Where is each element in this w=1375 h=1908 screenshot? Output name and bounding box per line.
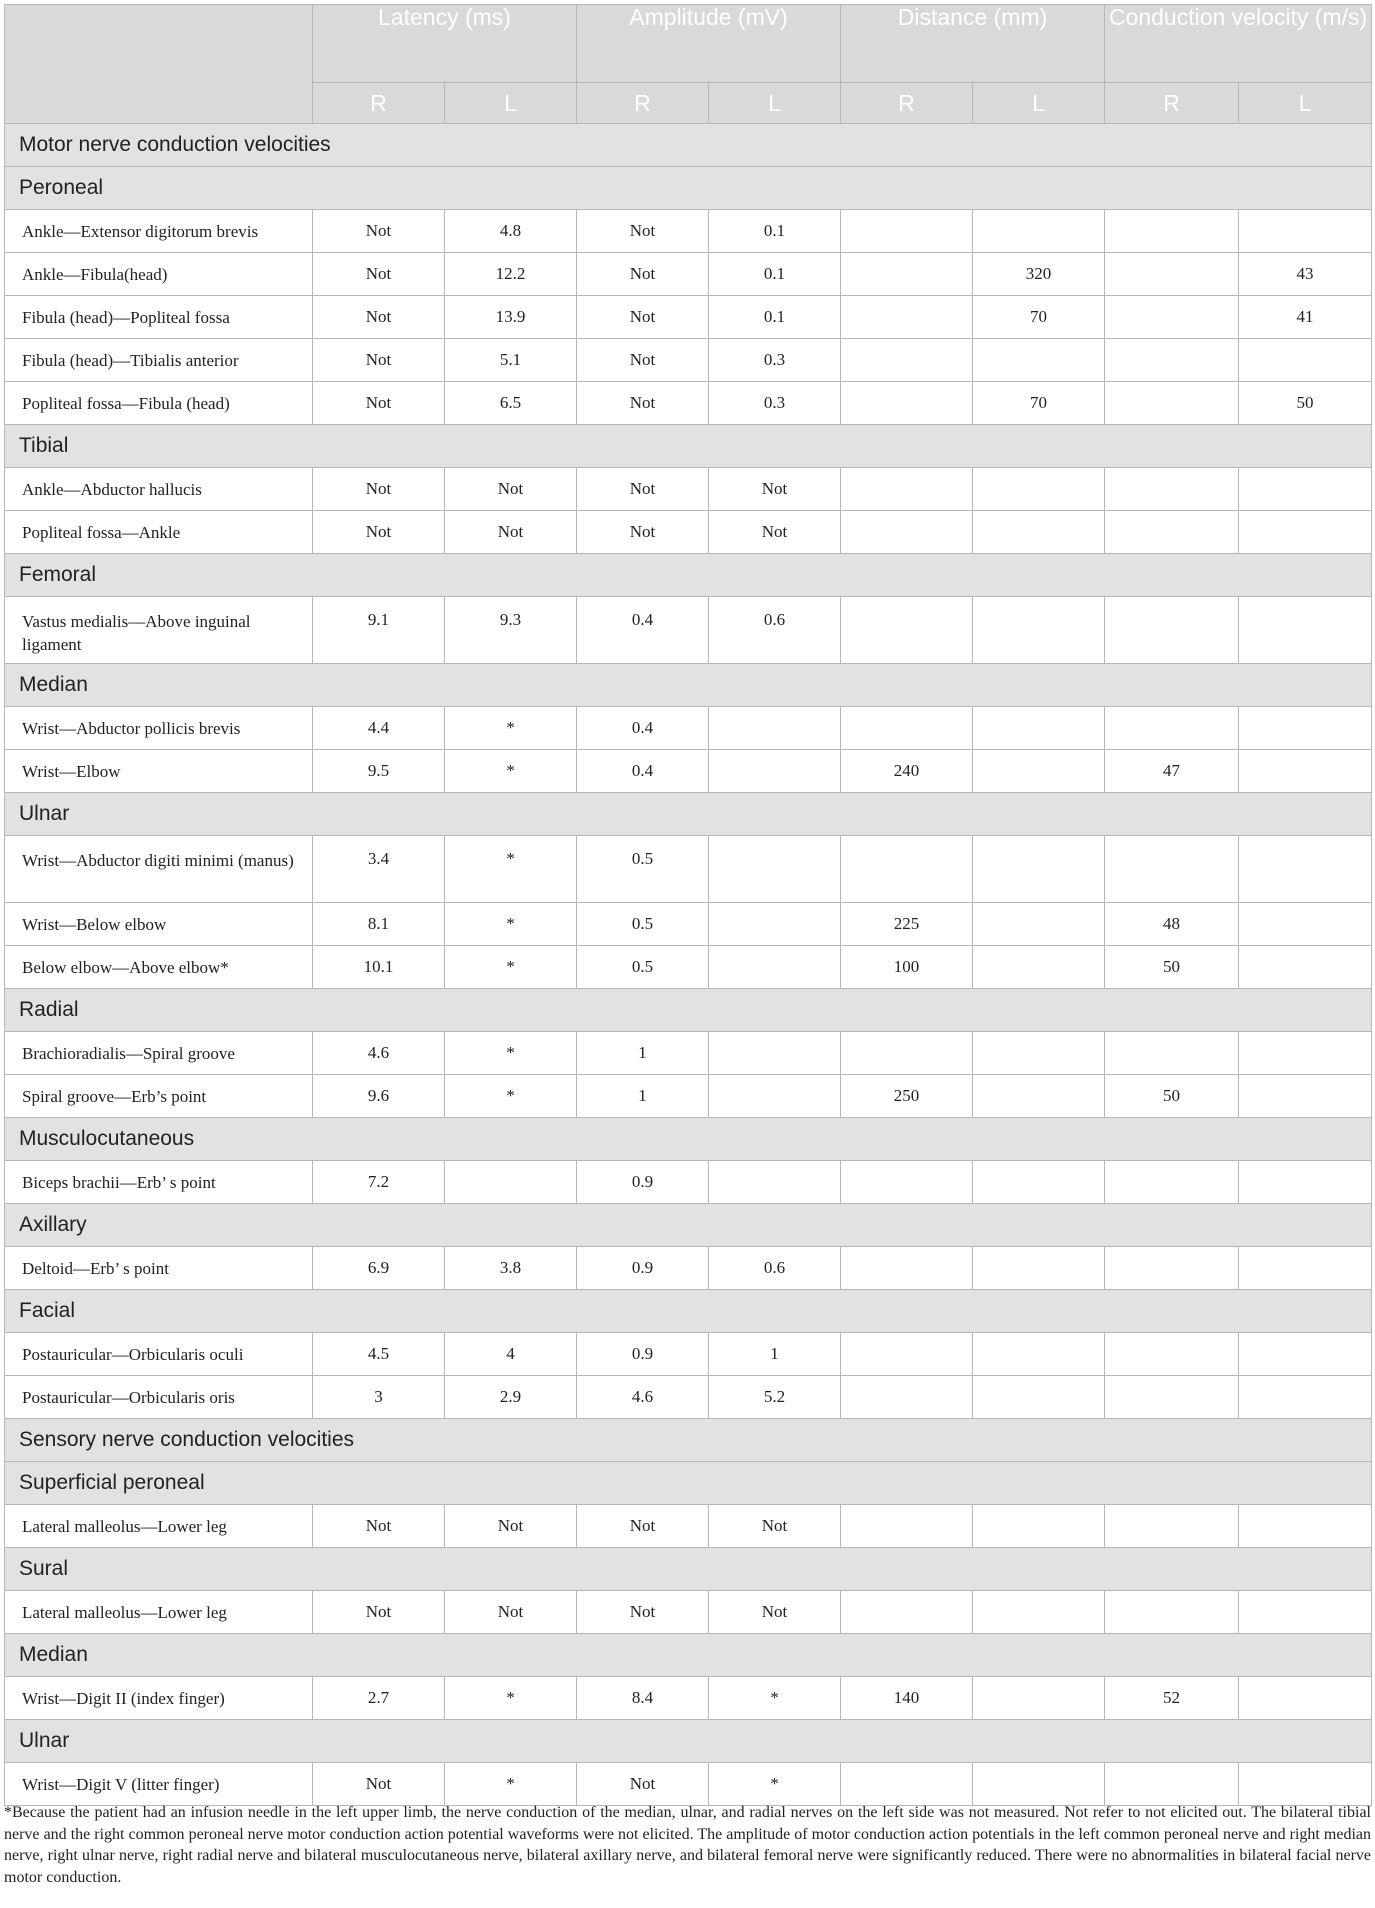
value-cell	[841, 707, 973, 750]
value-cell: 3.8	[445, 1247, 577, 1290]
value-cell	[1239, 1333, 1372, 1376]
value-cell	[973, 210, 1105, 253]
table-container	[4, 4, 1371, 1806]
value-cell: 0.4	[577, 750, 709, 793]
value-cell	[973, 1591, 1105, 1634]
value-cell	[841, 253, 973, 296]
value-cell: 6.5	[445, 382, 577, 425]
value-cell: 50	[1105, 946, 1239, 989]
value-cell	[841, 511, 973, 554]
value-cell	[1239, 903, 1372, 946]
value-cell: 1	[577, 1075, 709, 1118]
value-cell: 48	[1105, 903, 1239, 946]
value-cell: 0.3	[709, 339, 841, 382]
value-cell	[1239, 1677, 1372, 1720]
header-side-cell: R	[577, 83, 709, 124]
value-cell: 4.4	[313, 707, 445, 750]
section-row	[5, 1118, 1372, 1161]
table-body	[5, 124, 1372, 1806]
value-cell	[1239, 1591, 1372, 1634]
row-label: Biceps brachii—Erb’ s point	[5, 1161, 313, 1204]
value-cell: *	[445, 750, 577, 793]
row-label: Wrist—Abductor digiti minimi (manus)	[5, 836, 313, 903]
value-cell	[1239, 1161, 1372, 1204]
table-row	[5, 1247, 1372, 1290]
value-cell: Not	[577, 1763, 709, 1806]
section-row	[5, 1634, 1372, 1677]
row-label: Postauricular—Orbicularis oris	[5, 1376, 313, 1419]
row-label: Ankle—Abductor hallucis	[5, 468, 313, 511]
table-row	[5, 253, 1372, 296]
value-cell: Not	[313, 296, 445, 339]
row-label: Wrist—Elbow	[5, 750, 313, 793]
row-label: Ankle—Extensor digitorum brevis	[5, 210, 313, 253]
nerve-conduction-table	[4, 4, 1372, 1806]
value-cell	[1105, 597, 1239, 664]
value-cell	[1105, 468, 1239, 511]
value-cell	[973, 468, 1105, 511]
table-row	[5, 1161, 1372, 1204]
value-cell	[973, 1333, 1105, 1376]
value-cell	[1239, 1376, 1372, 1419]
value-cell: Not	[577, 339, 709, 382]
value-cell: Not	[577, 1505, 709, 1548]
section-row	[5, 1548, 1372, 1591]
value-cell	[1105, 253, 1239, 296]
value-cell	[1239, 1075, 1372, 1118]
value-cell	[1105, 1333, 1239, 1376]
value-cell	[1105, 1505, 1239, 1548]
value-cell: Not	[313, 253, 445, 296]
value-cell	[841, 382, 973, 425]
table-row	[5, 1677, 1372, 1720]
value-cell: 0.6	[709, 597, 841, 664]
value-cell	[1239, 946, 1372, 989]
table-row	[5, 903, 1372, 946]
value-cell	[973, 1505, 1105, 1548]
row-label: Brachioradialis—Spiral groove	[5, 1032, 313, 1075]
row-label: Lateral malleolus—Lower leg	[5, 1591, 313, 1634]
section-label: Peroneal	[5, 167, 1372, 210]
table-row	[5, 1075, 1372, 1118]
value-cell: Not	[709, 511, 841, 554]
value-cell: 8.1	[313, 903, 445, 946]
value-cell	[841, 1591, 973, 1634]
value-cell: 41	[1239, 296, 1372, 339]
value-cell	[1105, 836, 1239, 903]
value-cell: 3	[313, 1376, 445, 1419]
value-cell	[709, 1032, 841, 1075]
section-label: Femoral	[5, 554, 1372, 597]
value-cell: 7.2	[313, 1161, 445, 1204]
value-cell: Not	[313, 468, 445, 511]
value-cell	[1105, 707, 1239, 750]
value-cell: 43	[1239, 253, 1372, 296]
section-row	[5, 793, 1372, 836]
value-cell: 0.3	[709, 382, 841, 425]
row-label: Wrist—Digit II (index finger)	[5, 1677, 313, 1720]
value-cell	[1239, 707, 1372, 750]
row-label: Postauricular—Orbicularis oculi	[5, 1333, 313, 1376]
row-label: Spiral groove—Erb’s point	[5, 1075, 313, 1118]
value-cell: Not	[709, 1505, 841, 1548]
value-cell: Not	[313, 382, 445, 425]
value-cell: 8.4	[577, 1677, 709, 1720]
value-cell: Not	[313, 511, 445, 554]
table-row	[5, 836, 1372, 903]
value-cell	[1105, 511, 1239, 554]
value-cell	[973, 1247, 1105, 1290]
value-cell: 9.6	[313, 1075, 445, 1118]
section-row	[5, 664, 1372, 707]
value-cell	[973, 1677, 1105, 1720]
header-side-cell: L	[1239, 83, 1372, 124]
value-cell	[709, 903, 841, 946]
value-cell	[1239, 1247, 1372, 1290]
table-row	[5, 1591, 1372, 1634]
value-cell: 225	[841, 903, 973, 946]
value-cell	[841, 210, 973, 253]
value-cell: Not	[445, 468, 577, 511]
section-label: Motor nerve conduction velocities	[5, 124, 1372, 167]
value-cell: Not	[577, 253, 709, 296]
value-cell: 0.1	[709, 296, 841, 339]
value-cell: 47	[1105, 750, 1239, 793]
value-cell: 4.6	[313, 1032, 445, 1075]
value-cell: 0.6	[709, 1247, 841, 1290]
value-cell	[841, 597, 973, 664]
table-row	[5, 1032, 1372, 1075]
value-cell: 4	[445, 1333, 577, 1376]
table-footnote: *Because the patient had an infusion needle in the left upper limb, the nerve conduction of the median, ulnar, and radial nerves on the left side was not measured. Not refer to not elicited out. The bilateral tibial nerve and the right common peroneal nerve motor conduction action potential waveforms were not elicited. The amplitude of motor conduction action potentials in the left common peroneal nerve and right median nerve, right ulnar nerve, right radial nerve and bilateral musculocutaneous nerve, bilateral axillary nerve, and bilateral femoral nerve were significantly reduced. There were no abnormalities in bilateral facial nerve motor conduction.	[4, 1804, 1371, 1886]
value-cell: 100	[841, 946, 973, 989]
header-side-cell: R	[841, 83, 973, 124]
value-cell	[1105, 210, 1239, 253]
header-side-cell: L	[973, 83, 1105, 124]
table-row	[5, 1376, 1372, 1419]
table-row	[5, 707, 1372, 750]
value-cell	[709, 750, 841, 793]
value-cell	[973, 1161, 1105, 1204]
value-cell: 3.4	[313, 836, 445, 903]
table-row	[5, 1333, 1372, 1376]
value-cell: 50	[1239, 382, 1372, 425]
value-cell	[973, 1032, 1105, 1075]
value-cell: *	[445, 707, 577, 750]
value-cell: Not	[445, 511, 577, 554]
value-cell	[841, 836, 973, 903]
value-cell: Not	[313, 1591, 445, 1634]
header-group-distance: Distance (mm)	[841, 5, 1105, 83]
section-label: Musculocutaneous	[5, 1118, 1372, 1161]
section-label: Median	[5, 1634, 1372, 1677]
row-label: Deltoid—Erb’ s point	[5, 1247, 313, 1290]
row-label: Wrist—Below elbow	[5, 903, 313, 946]
value-cell: 5.1	[445, 339, 577, 382]
value-cell: 70	[973, 296, 1105, 339]
table-row	[5, 339, 1372, 382]
section-label: Ulnar	[5, 793, 1372, 836]
value-cell: 70	[973, 382, 1105, 425]
row-label: Popliteal fossa—Ankle	[5, 511, 313, 554]
value-cell: 140	[841, 1677, 973, 1720]
value-cell	[973, 597, 1105, 664]
value-cell: *	[445, 836, 577, 903]
row-label: Wrist—Digit V (litter finger)	[5, 1763, 313, 1806]
value-cell: *	[445, 1763, 577, 1806]
value-cell: 0.1	[709, 253, 841, 296]
value-cell	[1239, 1505, 1372, 1548]
value-cell: Not	[313, 210, 445, 253]
table-row	[5, 1505, 1372, 1548]
table-row	[5, 382, 1372, 425]
header-side-cell: R	[313, 83, 445, 124]
value-cell: *	[445, 903, 577, 946]
section-row	[5, 554, 1372, 597]
table-row	[5, 750, 1372, 793]
section-label: Tibial	[5, 425, 1372, 468]
value-cell	[973, 836, 1105, 903]
table-row	[5, 210, 1372, 253]
value-cell	[841, 1032, 973, 1075]
value-cell: 12.2	[445, 253, 577, 296]
value-cell: *	[445, 1677, 577, 1720]
section-row	[5, 1204, 1372, 1247]
value-cell: 4.6	[577, 1376, 709, 1419]
value-cell: 9.1	[313, 597, 445, 664]
value-cell	[841, 468, 973, 511]
value-cell	[1105, 1591, 1239, 1634]
value-cell	[841, 1763, 973, 1806]
value-cell: 250	[841, 1075, 973, 1118]
row-label: Popliteal fossa—Fibula (head)	[5, 382, 313, 425]
value-cell: 0.1	[709, 210, 841, 253]
section-row	[5, 425, 1372, 468]
value-cell: 2.9	[445, 1376, 577, 1419]
value-cell: 1	[577, 1032, 709, 1075]
section-label: Radial	[5, 989, 1372, 1032]
section-row	[5, 1419, 1372, 1462]
header-side-cell: R	[1105, 83, 1239, 124]
value-cell	[841, 339, 973, 382]
value-cell: 6.9	[313, 1247, 445, 1290]
header-corner-cell	[5, 5, 313, 124]
section-row	[5, 1290, 1372, 1333]
row-label: Lateral malleolus—Lower leg	[5, 1505, 313, 1548]
value-cell	[973, 1376, 1105, 1419]
value-cell	[841, 1376, 973, 1419]
row-label: Below elbow—Above elbow*	[5, 946, 313, 989]
header-group-latency: Latency (ms)	[313, 5, 577, 83]
value-cell	[973, 339, 1105, 382]
section-row	[5, 167, 1372, 210]
header-group-amplitude: Amplitude (mV)	[577, 5, 841, 83]
row-label: Fibula (head)—Popliteal fossa	[5, 296, 313, 339]
section-label: Sural	[5, 1548, 1372, 1591]
value-cell: 0.9	[577, 1247, 709, 1290]
row-label: Fibula (head)—Tibialis anterior	[5, 339, 313, 382]
value-cell	[1105, 339, 1239, 382]
value-cell: 9.5	[313, 750, 445, 793]
value-cell: Not	[313, 1763, 445, 1806]
value-cell: Not	[445, 1505, 577, 1548]
value-cell	[841, 296, 973, 339]
header-group-conduction-velocity: Conduction velocity (m/s)	[1105, 5, 1372, 83]
value-cell	[1105, 1247, 1239, 1290]
value-cell	[709, 836, 841, 903]
value-cell	[709, 707, 841, 750]
value-cell: 9.3	[445, 597, 577, 664]
value-cell: 13.9	[445, 296, 577, 339]
value-cell: Not	[577, 296, 709, 339]
value-cell	[973, 1075, 1105, 1118]
value-cell: 320	[973, 253, 1105, 296]
value-cell	[1105, 1032, 1239, 1075]
value-cell	[1105, 382, 1239, 425]
row-label: Wrist—Abductor pollicis brevis	[5, 707, 313, 750]
value-cell	[973, 511, 1105, 554]
value-cell: 4.8	[445, 210, 577, 253]
value-cell	[709, 946, 841, 989]
section-label: Median	[5, 664, 1372, 707]
value-cell: Not	[577, 511, 709, 554]
value-cell: 0.9	[577, 1161, 709, 1204]
table-row	[5, 1763, 1372, 1806]
section-row	[5, 1462, 1372, 1505]
header-side-cell: L	[445, 83, 577, 124]
value-cell: Not	[445, 1591, 577, 1634]
value-cell: 52	[1105, 1677, 1239, 1720]
value-cell	[1239, 468, 1372, 511]
value-cell: 0.4	[577, 597, 709, 664]
value-cell: 0.5	[577, 946, 709, 989]
section-label: Superficial peroneal	[5, 1462, 1372, 1505]
value-cell	[709, 1075, 841, 1118]
value-cell	[841, 1161, 973, 1204]
value-cell	[1105, 296, 1239, 339]
value-cell: Not	[313, 1505, 445, 1548]
value-cell: *	[445, 1075, 577, 1118]
value-cell	[445, 1161, 577, 1204]
table-row	[5, 511, 1372, 554]
row-label: Vastus medialis—Above inguinal ligament	[5, 597, 313, 664]
value-cell: Not	[313, 339, 445, 382]
row-label: Ankle—Fibula(head)	[5, 253, 313, 296]
section-label: Sensory nerve conduction velocities	[5, 1419, 1372, 1462]
value-cell	[841, 1505, 973, 1548]
section-row	[5, 989, 1372, 1032]
table-row	[5, 946, 1372, 989]
value-cell	[973, 1763, 1105, 1806]
value-cell	[973, 946, 1105, 989]
value-cell	[709, 1161, 841, 1204]
value-cell	[1105, 1763, 1239, 1806]
value-cell: *	[709, 1677, 841, 1720]
value-cell	[1239, 1763, 1372, 1806]
section-row	[5, 124, 1372, 167]
value-cell	[1239, 597, 1372, 664]
section-label: Facial	[5, 1290, 1372, 1333]
value-cell: 50	[1105, 1075, 1239, 1118]
value-cell	[973, 750, 1105, 793]
header-side-cell: L	[709, 83, 841, 124]
value-cell: Not	[709, 1591, 841, 1634]
value-cell: 0.4	[577, 707, 709, 750]
value-cell: Not	[577, 1591, 709, 1634]
value-cell	[1239, 339, 1372, 382]
value-cell: Not	[577, 382, 709, 425]
value-cell: 5.2	[709, 1376, 841, 1419]
section-label: Axillary	[5, 1204, 1372, 1247]
value-cell: 0.5	[577, 836, 709, 903]
value-cell: 1	[709, 1333, 841, 1376]
value-cell	[1239, 750, 1372, 793]
section-label: Ulnar	[5, 1720, 1372, 1763]
value-cell	[1239, 511, 1372, 554]
value-cell: Not	[577, 468, 709, 511]
value-cell: Not	[709, 468, 841, 511]
table-row	[5, 296, 1372, 339]
value-cell: 2.7	[313, 1677, 445, 1720]
value-cell	[1105, 1161, 1239, 1204]
value-cell	[841, 1247, 973, 1290]
value-cell	[1239, 836, 1372, 903]
value-cell: 0.5	[577, 903, 709, 946]
value-cell: 4.5	[313, 1333, 445, 1376]
value-cell: 240	[841, 750, 973, 793]
section-row	[5, 1720, 1372, 1763]
value-cell: 0.9	[577, 1333, 709, 1376]
value-cell: *	[445, 1032, 577, 1075]
value-cell: 10.1	[313, 946, 445, 989]
value-cell	[841, 1333, 973, 1376]
value-cell	[973, 903, 1105, 946]
value-cell	[973, 707, 1105, 750]
value-cell	[1105, 1376, 1239, 1419]
value-cell: *	[709, 1763, 841, 1806]
header-row-groups	[5, 5, 1372, 83]
value-cell: Not	[577, 210, 709, 253]
table-row	[5, 468, 1372, 511]
value-cell: *	[445, 946, 577, 989]
value-cell	[1239, 1032, 1372, 1075]
table-row	[5, 597, 1372, 664]
value-cell	[1239, 210, 1372, 253]
